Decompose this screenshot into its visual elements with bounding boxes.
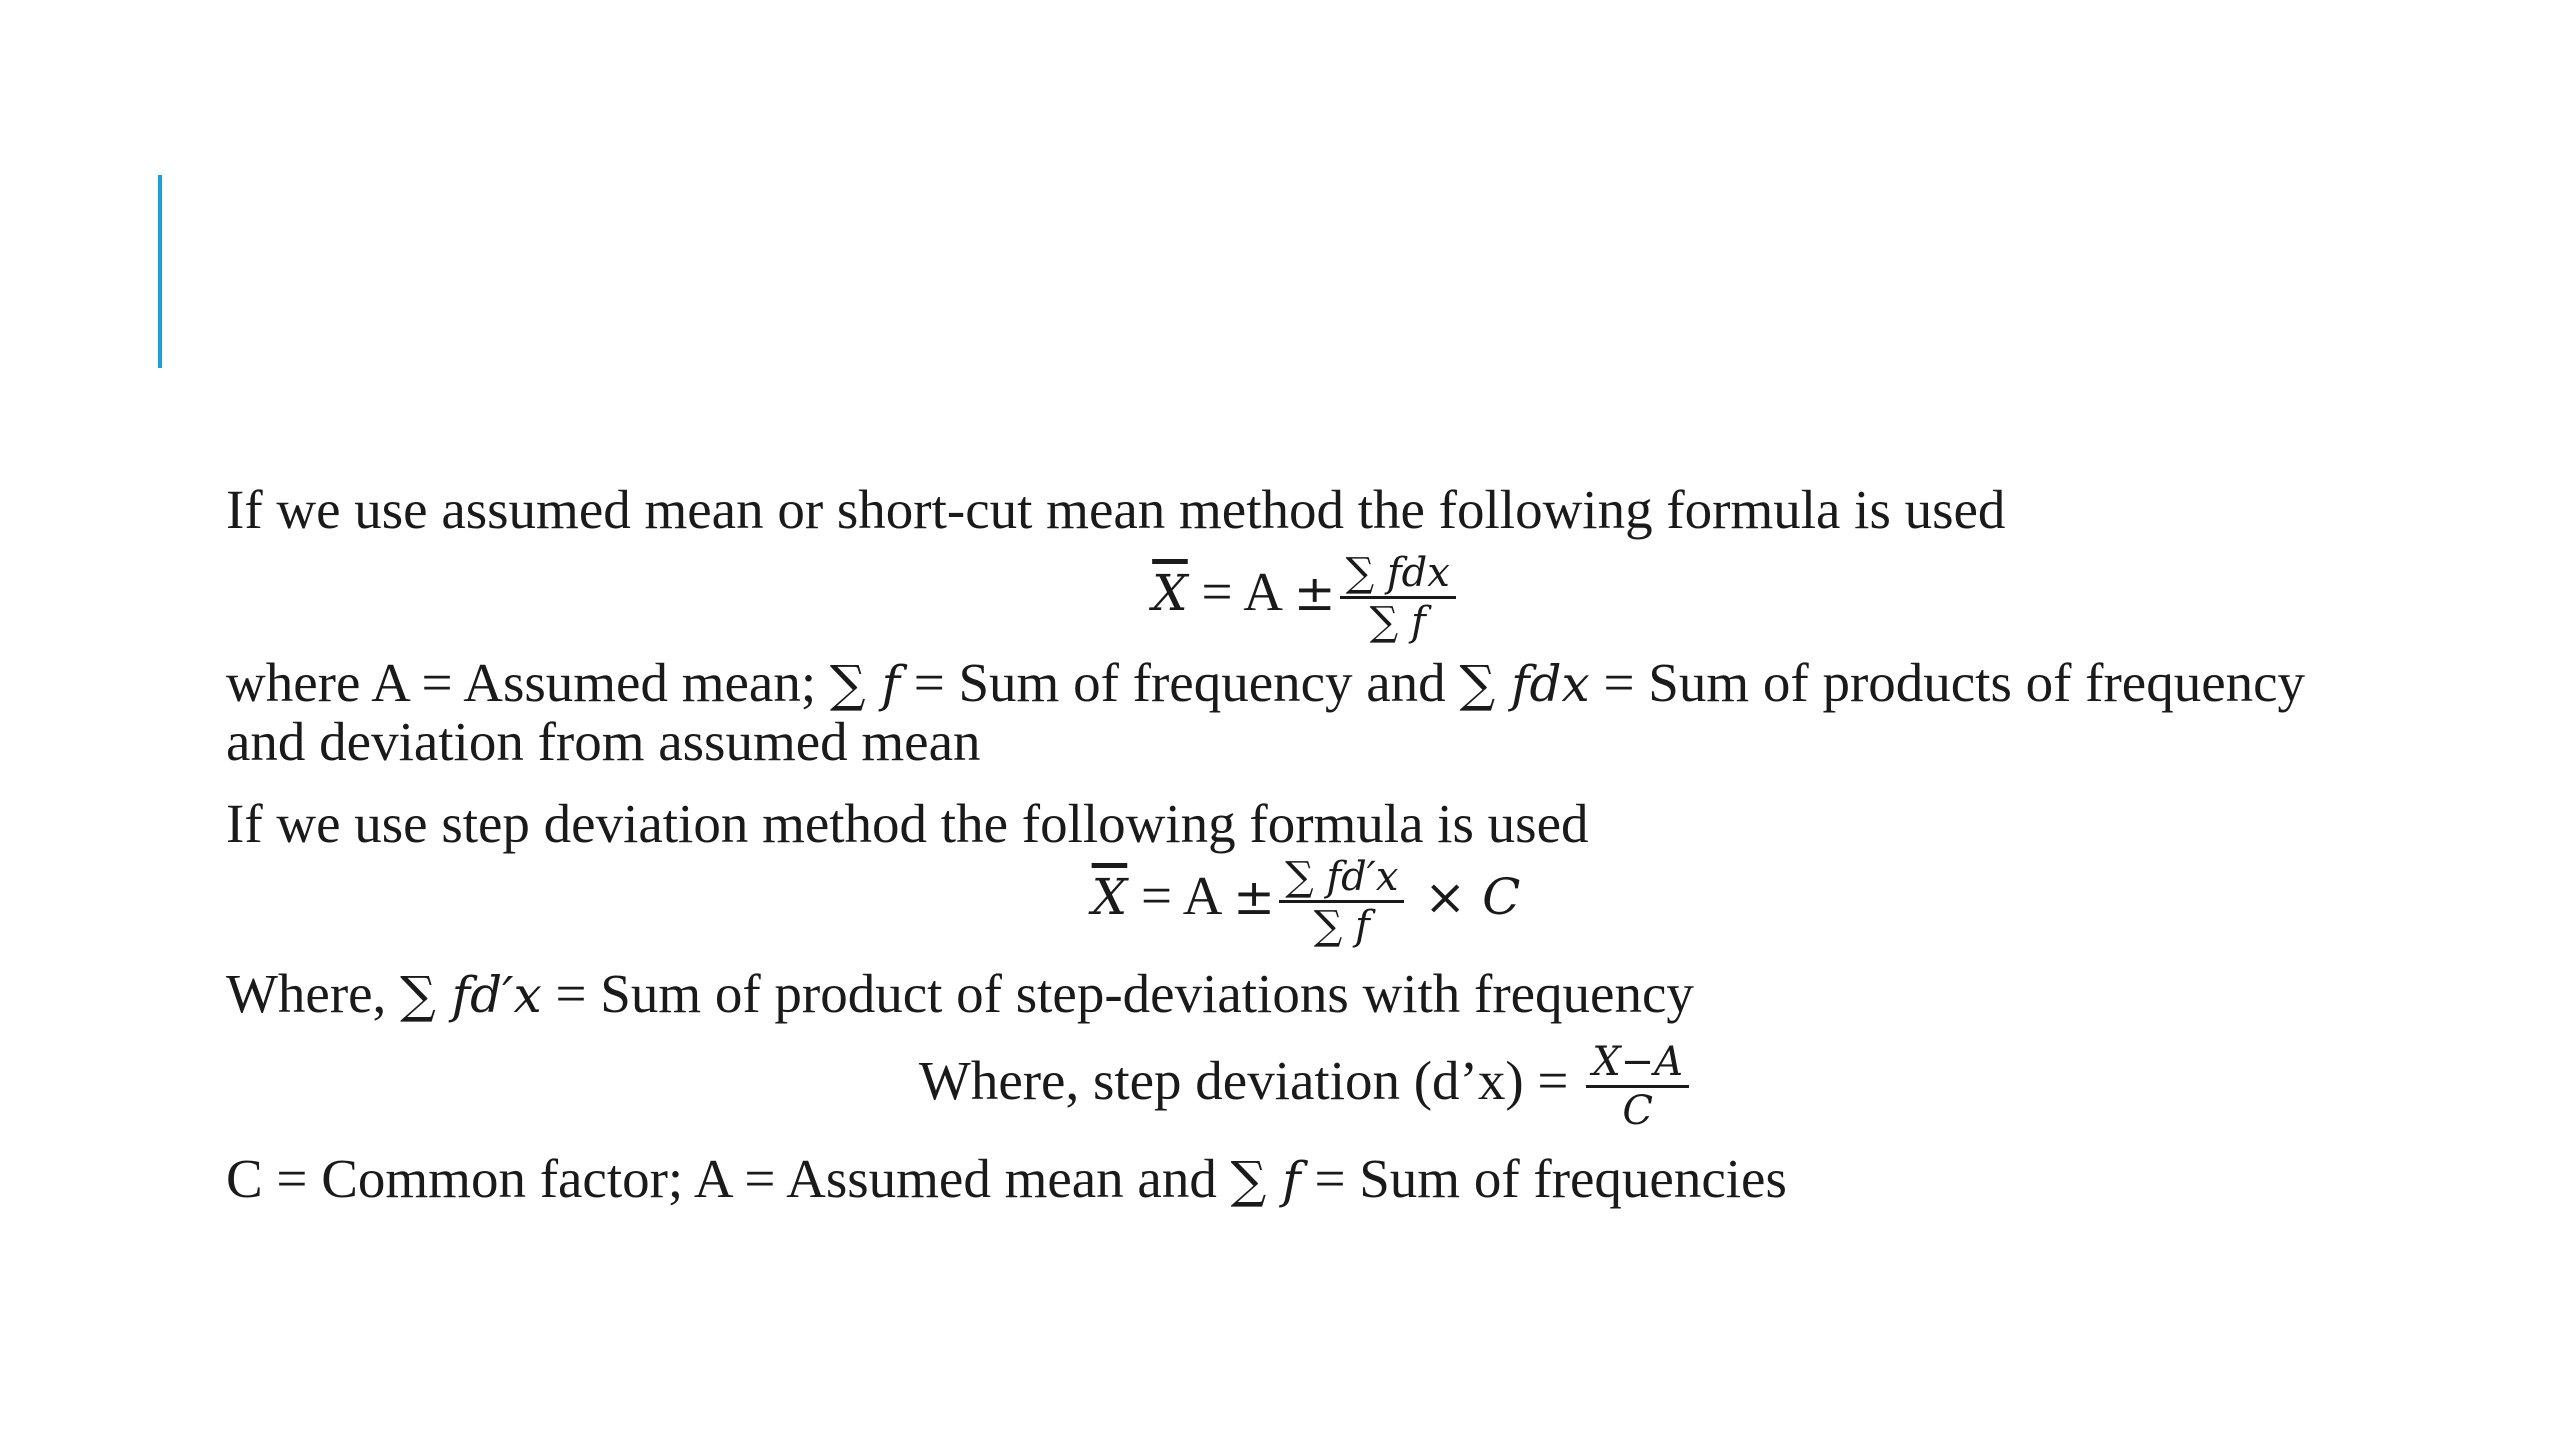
fraction-denominator: ∑ f bbox=[1369, 599, 1426, 645]
definition-text: where A = Assumed mean; bbox=[226, 652, 830, 713]
definition-text: Where, bbox=[226, 963, 401, 1024]
slide-body bbox=[226, 480, 2386, 1219]
sum-f-symbol: ∑ f bbox=[1230, 1151, 1301, 1209]
common-factor-symbol: C bbox=[1482, 868, 1521, 927]
step-deviation-sum-definition bbox=[226, 964, 2386, 1039]
plus-minus-sign: ± bbox=[1293, 564, 1336, 623]
step-deviation-formula bbox=[226, 854, 2386, 964]
plus-minus-sign: ± bbox=[1233, 868, 1276, 927]
formula-equals: = A bbox=[1127, 865, 1234, 927]
common-factor-definition bbox=[226, 1149, 2386, 1219]
definition-text: = Sum of product of step-deviations with frequency bbox=[541, 963, 1694, 1024]
formula-fraction bbox=[1340, 550, 1456, 645]
assumed-mean-intro: If we use assumed mean or short-cut mean method the following formula is used bbox=[226, 479, 2006, 540]
mean-symbol: $\overline{X}$ bbox=[1091, 868, 1128, 927]
definition-text: = Sum of frequencies bbox=[1300, 1148, 1787, 1209]
step-deviation-label: Where, step deviation (d’x) = bbox=[918, 1050, 1583, 1112]
fraction-denominator: ∑ f bbox=[1313, 903, 1370, 949]
sum-fdx-symbol: ∑ fd′x bbox=[400, 966, 542, 1024]
fraction-denominator: C bbox=[1622, 1088, 1653, 1134]
formula-fraction bbox=[1279, 854, 1404, 949]
assumed-mean-formula bbox=[226, 550, 2386, 654]
sum-fdx-symbol: ∑ fdx bbox=[1459, 655, 1590, 713]
fraction-numerator: ∑ fdx bbox=[1340, 550, 1456, 599]
formula-equals: = A bbox=[1187, 561, 1294, 623]
definition-text: = Sum of frequency and bbox=[899, 652, 1460, 713]
formula-fraction bbox=[1586, 1039, 1689, 1134]
step-deviation-definition bbox=[226, 1039, 2386, 1149]
fraction-numerator: X−A bbox=[1586, 1039, 1689, 1088]
sum-f-symbol: ∑ f bbox=[829, 655, 900, 713]
step-deviation-intro: If we use step deviation method the following formula is used bbox=[226, 793, 1589, 854]
mean-symbol: $\overline{X}$ bbox=[1152, 564, 1188, 623]
definition-text: = Sum of products of frequency and deviation from assumed mean bbox=[226, 652, 2306, 772]
assumed-mean-definitions bbox=[226, 654, 2386, 774]
times-sign: × bbox=[1408, 868, 1483, 927]
fraction-numerator: ∑ fd′x bbox=[1279, 854, 1404, 903]
definition-text: C = Common factor; A = Assumed mean and bbox=[226, 1148, 1231, 1209]
title-accent-bar bbox=[158, 175, 162, 368]
